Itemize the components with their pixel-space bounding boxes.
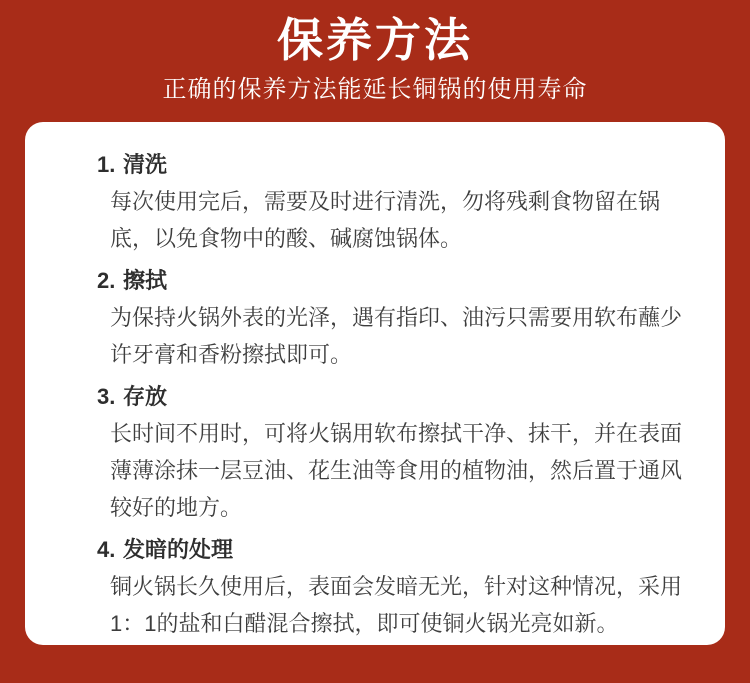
section-wiping: [97, 262, 693, 373]
section-title: 发暗的处理: [123, 537, 234, 562]
section-number: 2.: [97, 268, 116, 293]
section-heading: [97, 146, 693, 183]
section-heading: [97, 531, 693, 568]
section-number: 4.: [97, 537, 116, 562]
poster-header: [0, 0, 750, 104]
section-body: 每次使用完后，需要及时进行清洗，勿将残剩食物留在锅底，以免食物中的酸、碱腐蚀锅体。: [110, 189, 661, 251]
section-tarnish-treatment: [97, 531, 693, 642]
page-title: 保养方法: [277, 14, 473, 66]
section-body: 长时间不用时，可将火锅用软布擦拭干净、抹干，并在表面薄薄涂抹一层豆油、花生油等食用的植物油，然后置于通风较好的地方。: [110, 421, 683, 520]
section-cleaning: [97, 146, 693, 257]
section-number: 1.: [97, 152, 116, 177]
page-subtitle: 正确的保养方法能延长铜锅的使用寿命: [162, 76, 588, 103]
section-heading: [97, 262, 693, 299]
content-card: [25, 122, 725, 645]
section-body: 为保持火锅外表的光泽，遇有指印、油污只需要用软布蘸少许牙膏和香粉擦拭即可。: [110, 305, 683, 367]
section-title: 擦拭: [123, 268, 168, 293]
section-number: 3.: [97, 384, 116, 409]
section-body: 铜火锅长久使用后，表面会发暗无光，针对这种情况，采用1：1的盐和白醋混合擦拭，即可使铜火锅光亮如新。: [110, 574, 683, 636]
section-title: 清洗: [123, 152, 168, 177]
section-heading: [97, 378, 693, 415]
section-title: 存放: [123, 384, 168, 409]
section-storage: [97, 378, 693, 526]
